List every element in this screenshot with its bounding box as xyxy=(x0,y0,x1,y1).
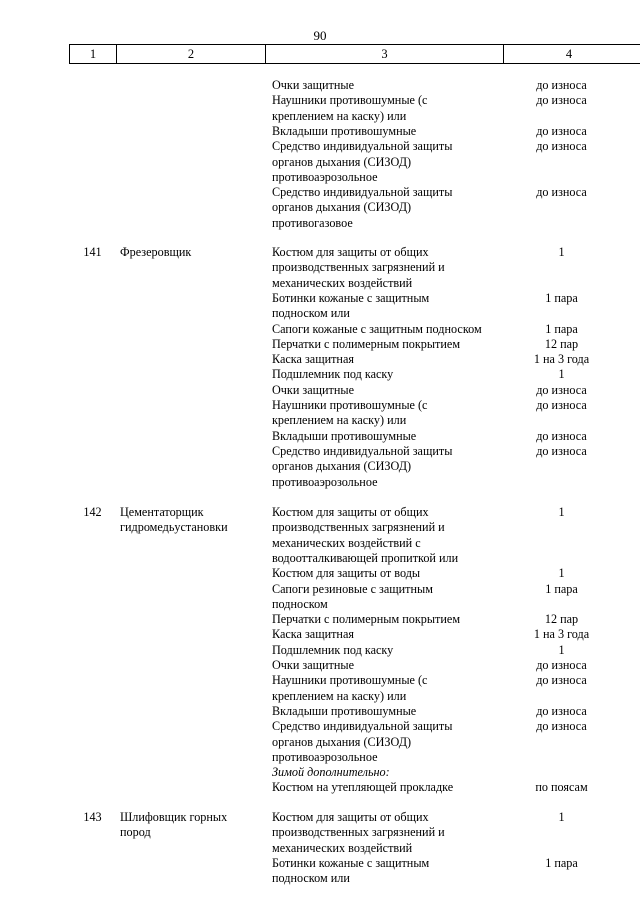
item-name: Подшлемник под каску xyxy=(272,642,394,657)
item-name: водоотталкивающей пропиткой или xyxy=(272,550,459,565)
item-name: Каска защитная xyxy=(272,352,354,367)
item-name: производственных загрязнений и xyxy=(272,520,445,535)
item-name: производственных загрязнений и xyxy=(272,260,445,275)
item-name: Вкладыши противошумные xyxy=(272,428,417,443)
item-quantity: по поясам xyxy=(535,780,588,795)
item-quantity: до износа xyxy=(536,673,587,688)
item-name: Ботинки кожаные с защитным xyxy=(272,290,430,305)
item-name: противоаэрозольное xyxy=(272,474,378,489)
item-quantity: до износа xyxy=(536,658,587,672)
page-number: 90 xyxy=(313,28,327,43)
row-number: 143 xyxy=(83,810,102,824)
profession-name: Шлифовщик горных xyxy=(120,810,228,824)
item-quantity: до износа xyxy=(536,703,587,718)
item-name: органов дыхания (СИЗОД) xyxy=(272,459,412,474)
item-quantity: 1 пара xyxy=(545,855,578,870)
item-name: Перчатки с полимерным покрытием xyxy=(272,612,461,627)
header-col-2: 2 xyxy=(187,47,195,61)
header-col-4: 4 xyxy=(565,47,573,61)
item-name: Перчатки с полимерным покрытием xyxy=(272,336,461,351)
item-quantity: 1 xyxy=(558,642,565,657)
item-quantity: до износа xyxy=(536,382,587,397)
item-name: Вкладыши противошумные xyxy=(272,123,417,138)
item-name: противоаэрозольное xyxy=(272,749,378,764)
profession-name: гидромедьустановки xyxy=(120,520,228,535)
item-quantity: 1 xyxy=(558,810,565,824)
item-name: Сапоги резиновые с защитным xyxy=(272,581,433,596)
item-name: противоаэрозольное xyxy=(272,169,378,184)
item-quantity: до износа xyxy=(536,123,587,138)
item-name: Вкладыши противошумные xyxy=(272,703,417,718)
item-name: креплением на каску) или xyxy=(272,688,407,703)
item-name: креплением на каску) или xyxy=(272,413,407,428)
item-name: Средство индивидуальной защиты xyxy=(272,719,453,734)
header-col-1: 1 xyxy=(89,47,97,61)
item-name: Костюм на утепляющей прокладке xyxy=(272,780,454,795)
item-name: креплением на каску) или xyxy=(272,108,407,123)
item-name: производственных загрязнений и xyxy=(272,825,445,840)
item-quantity: до износа xyxy=(536,139,587,154)
item-name: Сапоги кожаные с защитным подноском xyxy=(272,321,482,336)
profession-name: пород xyxy=(120,825,151,840)
item-name: механических воздействий xyxy=(272,275,413,290)
item-quantity: 1 пара xyxy=(545,321,578,336)
item-name: Подшлемник под каску xyxy=(272,367,394,382)
item-name: Ботинки кожаные с защитным xyxy=(272,855,430,870)
item-name: Средство индивидуальной защиты xyxy=(272,443,453,458)
item-name: органов дыхания (СИЗОД) xyxy=(272,200,412,215)
item-quantity: до износа xyxy=(536,719,587,734)
item-quantity: 1 xyxy=(558,245,565,259)
item-name: Наушники противошумные (с xyxy=(272,673,428,688)
item-quantity: 12 пар xyxy=(544,336,579,351)
item-name: Очки защитные xyxy=(272,382,354,397)
item-name: механических воздействий с xyxy=(272,535,421,550)
item-name: подноском или xyxy=(272,871,350,886)
item-quantity: до износа xyxy=(536,78,587,92)
item-quantity: 12 пар xyxy=(544,612,579,627)
item-name: механических воздействий xyxy=(272,840,413,855)
item-quantity: 1 xyxy=(558,505,565,519)
item-name: Средство индивидуальной защиты xyxy=(272,139,453,154)
table-header xyxy=(69,44,640,64)
item-note: Зимой дополнительно: xyxy=(272,765,390,780)
row-number: 142 xyxy=(83,505,102,519)
row-number: 141 xyxy=(83,245,102,259)
profession-name: Цементаторщик xyxy=(120,505,204,519)
profession-name: Фрезеровщик xyxy=(120,245,192,259)
item-name: Очки защитные xyxy=(272,78,354,92)
item-name: органов дыхания (СИЗОД) xyxy=(272,154,412,169)
item-name: Средство индивидуальной защиты xyxy=(272,185,453,200)
item-name: органов дыхания (СИЗОД) xyxy=(272,734,412,749)
item-name: Наушники противошумные (с xyxy=(272,93,428,108)
header-col-3: 3 xyxy=(381,47,388,61)
item-quantity: до износа xyxy=(536,93,587,108)
item-quantity: до износа xyxy=(536,428,587,443)
item-quantity: 1 xyxy=(558,566,565,581)
item-name: подноском или xyxy=(272,306,350,321)
item-name: Костюм для защиты от общих xyxy=(272,245,429,259)
item-name: подноском xyxy=(272,596,328,611)
item-name: Костюм для защиты от общих xyxy=(272,810,429,824)
item-name: Каска защитная xyxy=(272,627,354,642)
item-quantity: до износа xyxy=(536,398,587,412)
item-quantity: 1 пара xyxy=(545,581,578,596)
item-name: Костюм для защиты от воды xyxy=(272,566,421,581)
item-name: противогазовое xyxy=(272,215,353,230)
item-quantity: до износа xyxy=(536,185,587,200)
item-quantity: 1 пара xyxy=(545,290,578,305)
item-quantity: 1 на 3 года xyxy=(533,627,590,642)
item-quantity: до износа xyxy=(536,443,587,458)
item-quantity: 1 xyxy=(558,367,565,382)
item-name: Наушники противошумные (с xyxy=(272,398,428,412)
item-name: Костюм для защиты от общих xyxy=(272,505,429,519)
item-quantity: 1 на 3 года xyxy=(533,352,590,367)
item-name: Очки защитные xyxy=(272,658,354,672)
